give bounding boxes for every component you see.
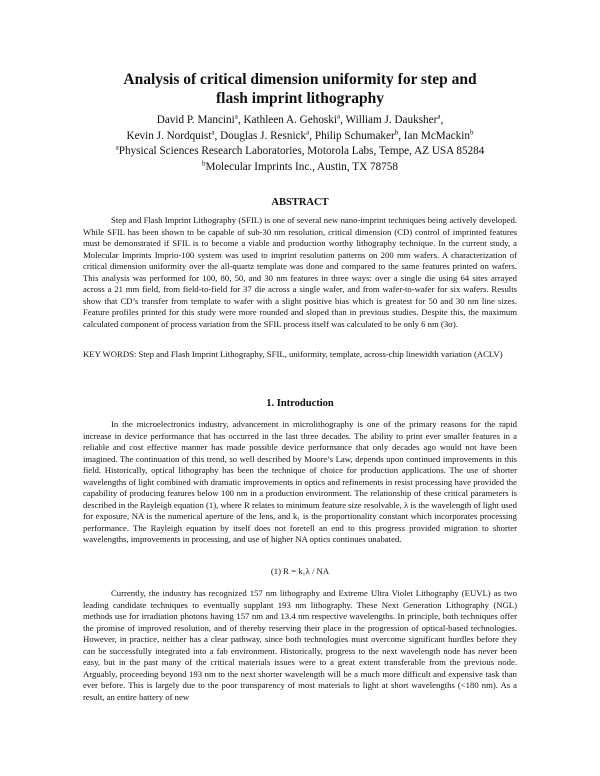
- affiliation-mark: a: [234, 112, 238, 121]
- keywords: KEY WORDS: Step and Flash Imprint Lithography, SFIL, uniformity, template, across-chip linewidth variation (ACLV): [83, 349, 503, 359]
- affiliation-mark: a: [336, 112, 341, 121]
- title-line-1: Analysis of critical dimension uniformity for step and: [123, 71, 477, 88]
- introduction-paragraph-1: In the microelectronics industry, advancement in microlithography is one of the primary reasons for the rapid increase in device performance that has occurred in the last three decades. The ability to print ever smaller features in a reliable and cost effective manner has made possible device performance that only decades ago would not have been imagined. The continuation of this trend, so well described by Moore’s Law, depends upon continued improvements in this field. Historically, optical lithography has been the technique of choice for production applications. The use of shorter wavelengths of light combined with dramatic improvements in optics and refinements in resist processing have provided the capability of producing features below 100 nm in a production environment. The relationship of these critical parameters is described in the Rayleigh equation (1), where R relates to minimum feature size resolvable, λ is the wavelength of light used for exposure, NA is the numerical aperture of the lens, and k₁ is the proportionality constant which incorporates processing performance. The Rayleigh equation by itself does not foretell an end to this progress provided migration to shorter wavelengths, improvements in processing, and use of higher NA optics continues unabated.: [83, 419, 517, 544]
- paper-title: [60, 70, 540, 108]
- author-name: Philip Schumaker: [314, 129, 395, 142]
- affiliation-b: $^b$Molecular Imprints Inc., Austin, TX 78758: [202, 158, 398, 173]
- rayleigh-equation: (1) R = k₁λ / NA: [270, 566, 330, 576]
- introduction-heading: 1. Introduction: [266, 398, 334, 409]
- author-name: Kevin J. Nordquist: [126, 129, 212, 142]
- abstract-heading: ABSTRACT: [271, 197, 329, 208]
- author-name: William J. Dauksher: [345, 114, 438, 126]
- author-name: Douglas J. Resnick: [220, 129, 307, 142]
- affiliation-mark: b: [202, 158, 206, 167]
- affiliation-mark: a: [437, 112, 441, 121]
- author-name: Kathleen A. Gehoski: [243, 114, 337, 126]
- introduction-paragraph-2: Currently, the industry has recognized 157 nm lithography and Extreme Ultra Violet Lithography (EUVL) as two leading candidate techniques to eventually supplant 193 nm lithography. These Next Generation Lithography (NGL) methods use for irradiation photons having 157 nm and 13.4 nm respective wavelengths. In principle, both techniques offer the promise of improved resolution, and of thereby reserving their place in the progression of optical-based technologies. However, in practice, neither has a clear pathway, since both technologies must overcome significant hurdles before they can be successfully integrated into a fab environment. Historically, progress to the next wavelength node has never been easy, but in the past many of the critical materials issues were to a great extent transferable from the previous node. Arguably, proceeding beyond 193 nm to the next shorter wavelength will be a much more difficult and expensive task than ever before. This is largely due to the poor transparency of most materials to light at short wavelengths (<180 nm). As a result, an entire battery of new: [83, 588, 517, 702]
- author-name: Ian McMackin: [403, 129, 470, 142]
- author-line-2: Kevin J. Nordquist$^a$, Douglas J. Resnick$^a$, Philip Schumaker$^b$, Ian McMackin$^b$: [126, 127, 474, 142]
- abstract-text: Step and Flash Imprint Lithography (SFIL) is one of several new nano-imprint techniques being actively developed. While SFIL has been shown to be capable of sub-30 nm resolution, critical dimension (CD) control of imprinted features must be demonstrated if SFIL is to become a viable and production worthy lithography technique. In the current study, a Molecular Imprints Imprio-100 system was used to imprint resolution patterns on 200 mm wafers. A characterization of critical dimension uniformity over the all-quartz template was done and compared to the same features printed on wafers. This analysis was performed for 100, 80, 50, and 30 nm features in three ways: over a single die using 64 sites arrayed across a 21 mm field, from field-to-field for 37 die across a single wafer, and from wafer-to-wafer for six wafers. Results show that CD’s transfer from template to wafer with a slight positive bias which is greatest for 50 and 30 nm line sizes. Feature profiles printed for this study were more rounded and sloped than in previous studies. Despite this, the maximum calculated component of process variation from the SFIL process itself was calculated to be only 6 nm (3σ).: [83, 215, 517, 329]
- title-line-2: flash imprint lithography: [216, 90, 384, 107]
- author-name: David P. Mancini: [156, 114, 235, 126]
- author-line-1: David P. Mancini$^a$, Kathleen A. Gehoski$^a$, William J. Dauksher$^a$,: [156, 112, 444, 126]
- affiliation-mark: a: [211, 127, 215, 136]
- author-block: [60, 113, 540, 175]
- affiliation-mark: a: [306, 127, 310, 136]
- affiliation-a: $^a$Physical Sciences Research Laboratories, Motorola Labs, Tempe, AZ USA 85284: [115, 143, 485, 157]
- affiliation-mark: b: [394, 127, 399, 136]
- affiliation-mark: a: [115, 143, 119, 152]
- affiliation-mark: b: [469, 127, 474, 136]
